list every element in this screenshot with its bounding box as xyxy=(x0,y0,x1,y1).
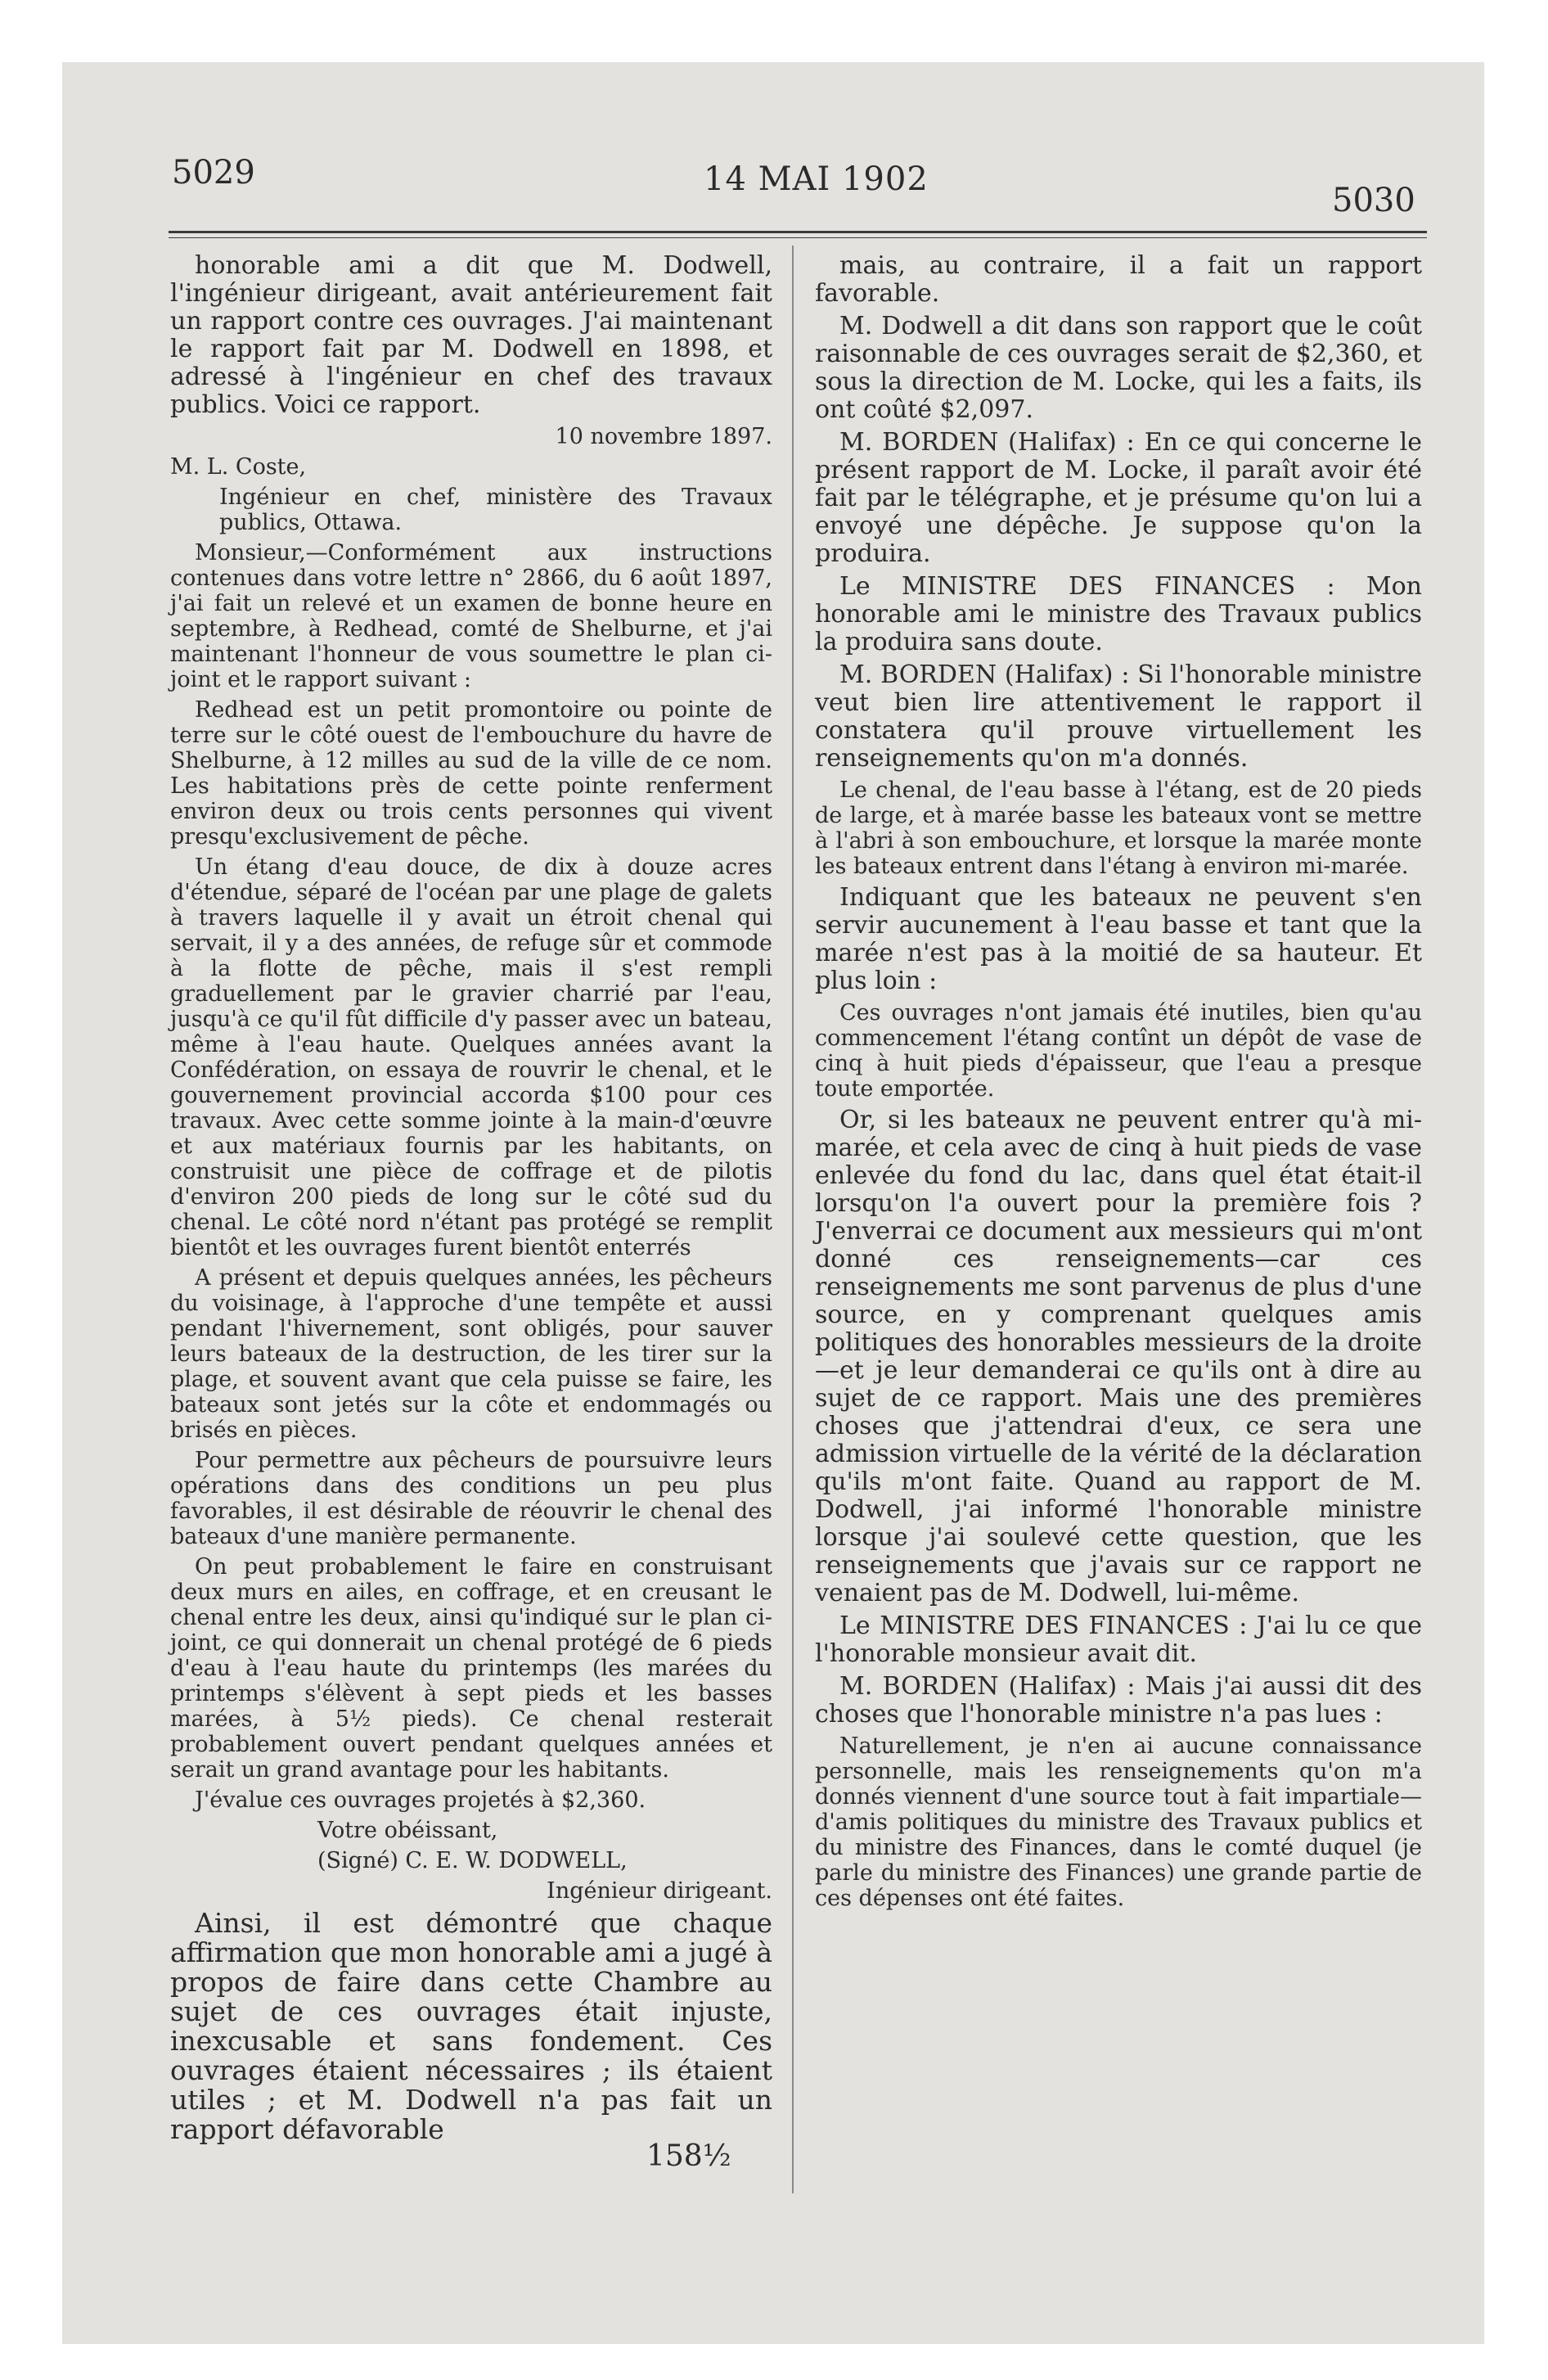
paragraph: M. BORDEN (Halifax) : En ce qui concerne le présent rapport de M. Locke, il paraît avoir été fait par le télégraphe, et je présume qu'on lui a envoyé une dépêche. Je suppose qu'on la produira. xyxy=(815,428,1422,568)
paragraph: A présent et depuis quelques années, les pêcheurs du voisinage, à l'approche d'une tempête et aussi pendant l'hivernement, sont obligés, pour sauver leurs bateaux de la destruction, de les tirer sur la plage, et souvent avant que cela puisse se faire, les bateaux sont jetés sur la côte et endommagés ou brisés en pièces. xyxy=(170,1265,772,1443)
paragraph: Ces ouvrages n'ont jamais été inutiles, bien qu'au commencement l'étang contînt un dépôt de vase de cinq à huit pieds d'épaisseur, que l'eau a presque toute emportée. xyxy=(815,1000,1422,1102)
paragraph: Votre obéissant, xyxy=(317,1818,498,1843)
paragraph: 10 novembre 1897. xyxy=(555,424,772,449)
paragraph: Ainsi, il est démontré que chaque affirmation que mon honorable ami a jugé à propos de faire dans cette Chambre au sujet de ces ouvrages était injuste, inexcusable et sans fondement. Ces ouvrages étaient nécessaires ; ils étaient utiles ; et M. Dodwell n'a pas fait un rapport défavorable xyxy=(170,1907,772,2145)
page-number-right: 5030 xyxy=(1332,182,1415,219)
paragraph: Un étang d'eau douce, de dix à douze acres d'étendue, séparé de l'océan par une plage de galets à travers laquelle il y avait un étroit chenal qui servait, il y a des années, de refuge sûr et commode à la flotte de pêche, mais il s'est rempli graduellement par le gravier charrié par l'eau, jusqu'à ce qu'il fût difficile d'y passer avec un bateau, même à l'eau haute. Quelques années avant la Confédération, on essaya de rouvrir le chenal, et le gouvernement provincial accorda $100 pour ces travaux. Avec cette somme jointe à la main-d'œuvre et aux matériaux fournis par les habitants, on construisit une pièce de coffrage et de pilotis d'environ 200 pieds de long sur le côté sud du chenal. Le côté nord n'étant pas protégé se remplit bientôt et les ouvrages furent bientôt enterrés xyxy=(170,854,772,1260)
paragraph: J'évalue ces ouvrages projetés à $2,360. xyxy=(195,1787,646,1813)
column-divider xyxy=(792,246,794,2193)
paragraph: Le MINISTRE DES FINANCES : J'ai lu ce que l'honorable monsieur avait dit. xyxy=(815,1611,1422,1668)
right-column xyxy=(815,252,1422,1916)
paragraph: Ingénieur dirigeant. xyxy=(547,1878,772,1904)
paragraph: M. BORDEN (Halifax) : Si l'honorable ministre veut bien lire attentivement le rapport il constatera qu'il prouve virtuellement les renseignements qu'on m'a donnés. xyxy=(815,660,1422,773)
paragraph: Pour permettre aux pêcheurs de poursuivre leurs opérations dans des conditions un peu plus favorables, il est désirable de réouvrir le chenal des bateaux d'une manière permanente. xyxy=(170,1448,772,1549)
paragraph: (Signé) C. E. W. DODWELL, xyxy=(317,1848,628,1873)
paragraph: Naturellement, je n'en ai aucune connaissance personnelle, mais les renseignements qu'on m'a donnés viennent d'une source tout à fait impartiale—d'amis politiques du ministre des Travaux publics et du ministre des Finances, dans le comté duquel (je parle du ministre des Finances) une grande partie de ces dépenses ont été faites. xyxy=(815,1733,1422,1911)
paragraph: Or, si les bateaux ne peuvent entrer qu'à mi-marée, et cela avec de cinq à huit pieds de vase enlevée du fond du lac, dans quel état était-il lorsqu'on l'a ouvert pour la première fois ? J'enverrai ce document aux messieurs qui m'ont donné ces renseignements—car ces renseignements me sont parvenus de plus d'une source, en y comprenant quelques amis politiques des honorables messieurs de la droite—et je leur demanderai ce qu'ils ont à dire au sujet de ce rapport. Mais une des premières choses que j'attendrai d'eux, ce sera une admission virtuelle de la vérité de la déclaration qu'ils m'ont faite. Quand au rapport de M. Dodwell, j'ai informé l'honorable ministre lorsque j'ai soulevé cette question, que les renseignements que j'avais sur ce rapport ne venaient pas de M. Dodwell, lui-même. xyxy=(815,1106,1422,1607)
paragraph: Ingénieur en chef, ministère des Travaux publics, Ottawa. xyxy=(219,485,772,535)
paragraph: M. BORDEN (Halifax) : Mais j'ai aussi dit des choses que l'honorable ministre n'a pas lues : xyxy=(815,1672,1422,1729)
paragraph: On peut probablement le faire en construisant deux murs en ailes, en coffrage, et en creusant le chenal entre les deux, ainsi qu'indiqué sur le plan ci-joint, ce qui donnerait un chenal protégé de 6 pieds d'eau à l'eau haute du printemps (les marées du printemps s'élèvent à sept pieds et les basses marées, à 5½ pieds). Ce chenal resterait probablement ouvert pendant quelques années et serait un grand avantage pour les habitants. xyxy=(170,1554,772,1783)
paragraph: M. L. Coste, xyxy=(170,454,307,480)
header-rule-thin xyxy=(169,237,1427,238)
paragraph: Le MINISTRE DES FINANCES : Mon honorable ami le ministre des Travaux publics la produira sans doute. xyxy=(815,572,1422,656)
paragraph: Indiquant que les bateaux ne peuvent s'en servir aucunement à l'eau basse et tant que la marée n'est pas à la moitié de sa hauteur. Et plus loin : xyxy=(815,883,1422,995)
left-column xyxy=(170,252,772,2149)
paragraph: Monsieur,—Conformément aux instructions contenues dans votre lettre n° 2866, du 6 août 1897, j'ai fait un relevé et un examen de bonne heure en septembre, à Redhead, comté de Shelburne, et j'ai maintenant l'honneur de vous soumettre le plan ci-joint et le rapport suivant : xyxy=(170,540,772,692)
page-date: 14 MAI 1902 xyxy=(704,160,929,198)
paragraph: honorable ami a dit que M. Dodwell, l'ingénieur dirigeant, avait antérieurement fait un rapport contre ces ouvrages. J'ai maintenant le rapport fait par M. Dodwell en 1898, et adressé à l'ingénieur en chef des travaux publics. Voici ce rapport. xyxy=(170,251,772,419)
paragraph: mais, au contraire, il a fait un rapport favorable. xyxy=(815,251,1422,308)
header-rule xyxy=(169,231,1427,233)
paragraph: M. Dodwell a dit dans son rapport que le coût raisonnable de ces ouvrages serait de $2,360, et sous la direction de M. Locke, qui les a faits, ils ont coûté $2,097. xyxy=(815,312,1422,424)
page-number-left: 5029 xyxy=(172,154,255,192)
paragraph: Redhead est un petit promontoire ou pointe de terre sur le côté ouest de l'embouchure du havre de Shelburne, à 12 milles au sud de la ville de ce nom. Les habitations près de cette pointe renferment environ deux ou trois cents personnes qui vivent presqu'exclusivement de pêche. xyxy=(170,697,772,850)
paragraph: Le chenal, de l'eau basse à l'étang, est de 20 pieds de large, et à marée basse les bateaux vont se mettre à l'abri à son embouchure, et lorsque la marée monte les bateaux entrent dans l'étang à environ mi-marée. xyxy=(815,778,1422,879)
signature-mark: 158½ xyxy=(646,2139,731,2173)
